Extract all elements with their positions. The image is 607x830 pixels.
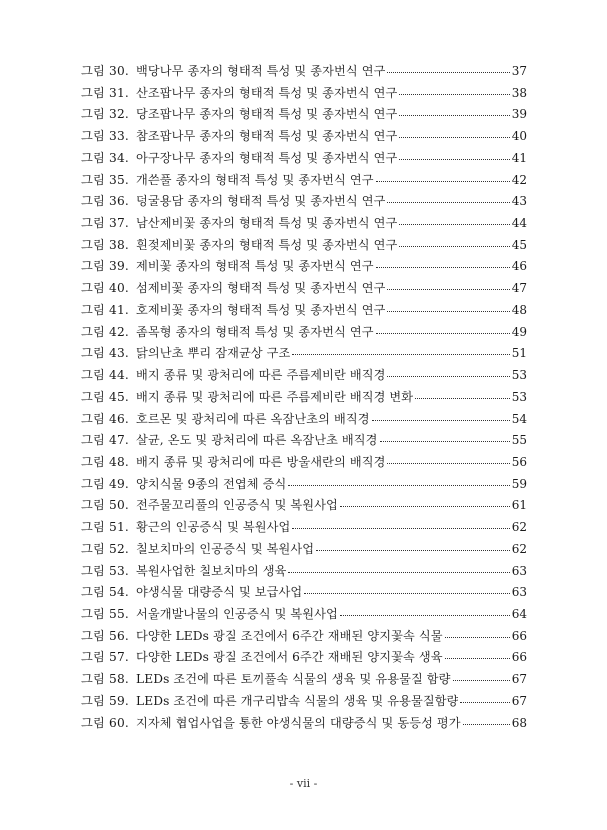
toc-entry[interactable] <box>81 626 527 648</box>
figure-label: 그림 50. <box>81 498 130 513</box>
figure-title: 황근의 인공증식 및 복원사업 <box>136 520 291 535</box>
dot-leader <box>288 484 509 486</box>
page-ref: 64 <box>511 606 527 621</box>
page-ref: 62 <box>511 541 527 556</box>
toc-entry[interactable] <box>81 300 527 322</box>
page-ref: 67 <box>511 693 527 708</box>
page-ref: 49 <box>511 324 527 339</box>
page-ref: 59 <box>511 476 527 491</box>
figure-title: 호르몬 및 광처리에 따른 옥잠난초의 배직경 <box>136 411 370 426</box>
dot-leader <box>380 440 510 442</box>
figure-title: 덩굴용담 종자의 형태적 특성 및 종자번식 연구 <box>136 194 386 209</box>
toc-entry[interactable] <box>81 191 527 213</box>
toc-entry[interactable] <box>81 561 527 583</box>
figure-label: 그림 45. <box>81 389 130 404</box>
dot-leader <box>304 592 509 594</box>
figure-label: 그림 56. <box>81 628 130 643</box>
toc-entry[interactable] <box>81 691 527 713</box>
figure-title: 복원사업한 칠보치마의 생육 <box>136 563 287 578</box>
figure-label: 그림 32. <box>81 107 130 122</box>
page-ref: 53 <box>511 389 527 404</box>
figure-label: 그림 46. <box>81 411 130 426</box>
dot-leader <box>372 419 510 421</box>
dot-leader <box>399 136 509 138</box>
figure-label: 그림 41. <box>81 302 130 317</box>
figure-title: 다양한 LEDs 광질 조건에서 6주간 재배된 양지꽃속 생육 <box>136 650 443 665</box>
figure-title: 제비꽃 종자의 형태적 특성 및 종자번식 연구 <box>136 259 374 274</box>
page-ref: 54 <box>511 411 527 426</box>
dot-leader <box>340 614 510 616</box>
page-ref: 48 <box>511 302 527 317</box>
page-ref: 39 <box>511 107 527 122</box>
figure-label: 그림 33. <box>81 129 130 144</box>
dot-leader <box>387 71 509 73</box>
dot-leader <box>292 527 509 529</box>
figure-title: 다양한 LEDs 광질 조건에서 6주간 재배된 양지꽃속 식물 <box>136 628 443 643</box>
dot-leader <box>445 636 510 638</box>
figure-title: 좀목형 종자의 형태적 특성 및 종자번식 연구 <box>136 324 374 339</box>
page-ref: 62 <box>511 520 527 535</box>
dot-leader <box>399 158 509 160</box>
figure-title: 서울개발나물의 인공증식 및 복원사업 <box>136 606 338 621</box>
figure-title: 양치식물 9종의 전엽체 증식 <box>136 476 287 491</box>
page-ref: 38 <box>511 85 527 100</box>
figure-title: 개쓴풀 종자의 형태적 특성 및 종자번식 연구 <box>136 172 374 187</box>
figure-list <box>81 61 527 734</box>
page-ref: 67 <box>511 672 527 687</box>
dot-leader <box>387 462 509 464</box>
dot-leader <box>387 310 509 312</box>
dot-leader <box>415 397 510 399</box>
toc-entry[interactable] <box>81 669 527 691</box>
dot-leader <box>376 180 510 182</box>
figure-title: 참조팝나무 종자의 형태적 특성 및 종자번식 연구 <box>136 129 398 144</box>
page-ref: 41 <box>511 150 527 165</box>
toc-entry[interactable] <box>81 474 527 496</box>
figure-title: 섬제비꽃 종자의 형태적 특성 및 종자번식 연구 <box>136 281 386 296</box>
figure-title: 야생식물 대량증식 및 보급사업 <box>136 585 303 600</box>
dot-leader <box>376 332 510 334</box>
toc-entry[interactable] <box>81 539 527 561</box>
dot-leader <box>453 679 510 681</box>
toc-entry[interactable] <box>81 409 527 431</box>
page-ref: 63 <box>511 585 527 600</box>
figure-title: 닭의난초 뿌리 잠재균상 구조 <box>136 346 291 361</box>
figure-label: 그림 55. <box>81 606 130 621</box>
dot-leader <box>399 245 509 247</box>
figure-label: 그림 48. <box>81 454 130 469</box>
toc-entry[interactable] <box>81 713 527 735</box>
toc-entry[interactable] <box>81 517 527 539</box>
figure-title: 남산제비꽃 종자의 형태적 특성 및 종자번식 연구 <box>136 216 398 231</box>
figure-title: LEDs 조건에 따른 개구리밥속 식물의 생육 및 유용물질함량 <box>136 693 459 708</box>
toc-entry[interactable] <box>81 322 527 344</box>
dot-leader <box>387 288 509 290</box>
toc-entry[interactable] <box>81 582 527 604</box>
toc-entry[interactable] <box>81 647 527 669</box>
dot-leader <box>340 505 510 507</box>
dot-leader <box>445 657 510 659</box>
figure-label: 그림 58. <box>81 672 130 687</box>
dot-leader <box>288 571 509 573</box>
figure-label: 그림 43. <box>81 346 130 361</box>
figure-label: 그림 34. <box>81 150 130 165</box>
page-ref: 61 <box>511 498 527 513</box>
figure-title: LEDs 조건에 따른 토끼풀속 식물의 생육 및 유용물질 함량 <box>136 672 451 687</box>
page-ref: 37 <box>511 64 527 78</box>
figure-title: 살균, 온도 및 광처리에 따른 옥잠난초 배직경 <box>136 433 378 448</box>
figure-label: 그림 53. <box>81 563 130 578</box>
figure-label: 그림 60. <box>81 715 130 730</box>
page-ref: 46 <box>511 259 527 274</box>
figure-title: 산조팝나무 종자의 형태적 특성 및 종자번식 연구 <box>136 85 398 100</box>
figure-title: 전주물꼬리풀의 인공증식 및 복원사업 <box>136 498 338 513</box>
page-ref: 55 <box>511 433 527 448</box>
page-ref: 44 <box>511 216 527 231</box>
dot-leader <box>387 375 509 377</box>
page-ref: 66 <box>511 650 527 665</box>
figure-label: 그림 44. <box>81 368 130 383</box>
figure-label: 그림 47. <box>81 433 130 448</box>
dot-leader <box>463 723 510 725</box>
figure-title: 당조팝나무 종자의 형태적 특성 및 종자번식 연구 <box>136 107 398 122</box>
page-ref: 66 <box>511 628 527 643</box>
figure-title: 백당나무 종자의 형태적 특성 및 종자번식 연구 <box>136 64 386 78</box>
toc-entry[interactable] <box>81 278 527 300</box>
figure-label: 그림 59. <box>81 693 130 708</box>
page-ref: 45 <box>511 237 527 252</box>
toc-entry[interactable] <box>81 387 527 409</box>
figure-label: 그림 52. <box>81 541 130 556</box>
toc-entry[interactable] <box>81 83 527 105</box>
toc-entry[interactable] <box>81 104 527 126</box>
dot-leader <box>316 549 510 551</box>
figure-title: 아구장나무 종자의 형태적 특성 및 종자번식 연구 <box>136 150 398 165</box>
toc-entry[interactable] <box>81 256 527 278</box>
figure-label: 그림 31. <box>81 85 130 100</box>
figure-label: 그림 30. <box>81 64 130 78</box>
toc-entry[interactable] <box>81 430 527 452</box>
figure-label: 그림 40. <box>81 281 130 296</box>
page-ref: 43 <box>511 194 527 209</box>
dot-leader <box>399 114 509 116</box>
toc-entry[interactable] <box>81 61 527 83</box>
page-ref: 56 <box>511 454 527 469</box>
toc-entry[interactable] <box>81 213 527 235</box>
toc-entry[interactable] <box>81 148 527 170</box>
figure-title: 호제비꽃 종자의 형태적 특성 및 종자번식 연구 <box>136 302 386 317</box>
figure-title: 배지 종류 및 광처리에 따른 방울새란의 배직경 <box>136 454 386 469</box>
toc-entry[interactable] <box>81 452 527 474</box>
page-ref: 42 <box>511 172 527 187</box>
toc-entry[interactable] <box>81 235 527 257</box>
figure-title: 배지 종류 및 광처리에 따른 주름제비란 배직경 변화 <box>136 389 414 404</box>
figure-label: 그림 54. <box>81 585 130 600</box>
figure-title: 흰젖제비꽃 종자의 형태적 특성 및 종자번식 연구 <box>136 237 398 252</box>
figure-label: 그림 35. <box>81 172 130 187</box>
figure-label: 그림 38. <box>81 237 130 252</box>
dot-leader <box>399 223 509 225</box>
toc-entry[interactable] <box>81 495 527 517</box>
toc-entry[interactable] <box>81 343 527 365</box>
figure-label: 그림 51. <box>81 520 130 535</box>
dot-leader <box>460 701 509 703</box>
toc-entry[interactable] <box>81 365 527 387</box>
page-ref: 47 <box>511 281 527 296</box>
toc-entry[interactable] <box>81 170 527 192</box>
figure-label: 그림 42. <box>81 324 130 339</box>
dot-leader <box>292 353 509 355</box>
dot-leader <box>376 266 510 268</box>
page-ref: 40 <box>511 129 527 144</box>
figure-label: 그림 57. <box>81 650 130 665</box>
figure-label: 그림 49. <box>81 476 130 491</box>
toc-entry[interactable] <box>81 604 527 626</box>
page-ref: 63 <box>511 563 527 578</box>
figure-title: 칠보치마의 인공증식 및 복원사업 <box>136 541 315 556</box>
figure-title: 지자체 협업사업을 통한 야생식물의 대량증식 및 동등성 평가 <box>136 715 461 730</box>
toc-entry[interactable] <box>81 126 527 148</box>
page-ref: 51 <box>511 346 527 361</box>
dot-leader <box>387 201 509 203</box>
figure-label: 그림 37. <box>81 216 130 231</box>
figure-label: 그림 39. <box>81 259 130 274</box>
dot-leader <box>399 93 509 95</box>
page-ref: 68 <box>511 715 527 730</box>
page-number: - vii - <box>289 777 318 790</box>
figure-title: 배지 종류 및 광처리에 따른 주름제비란 배직경 <box>136 368 386 383</box>
page-ref: 53 <box>511 368 527 383</box>
figure-label: 그림 36. <box>81 194 130 209</box>
